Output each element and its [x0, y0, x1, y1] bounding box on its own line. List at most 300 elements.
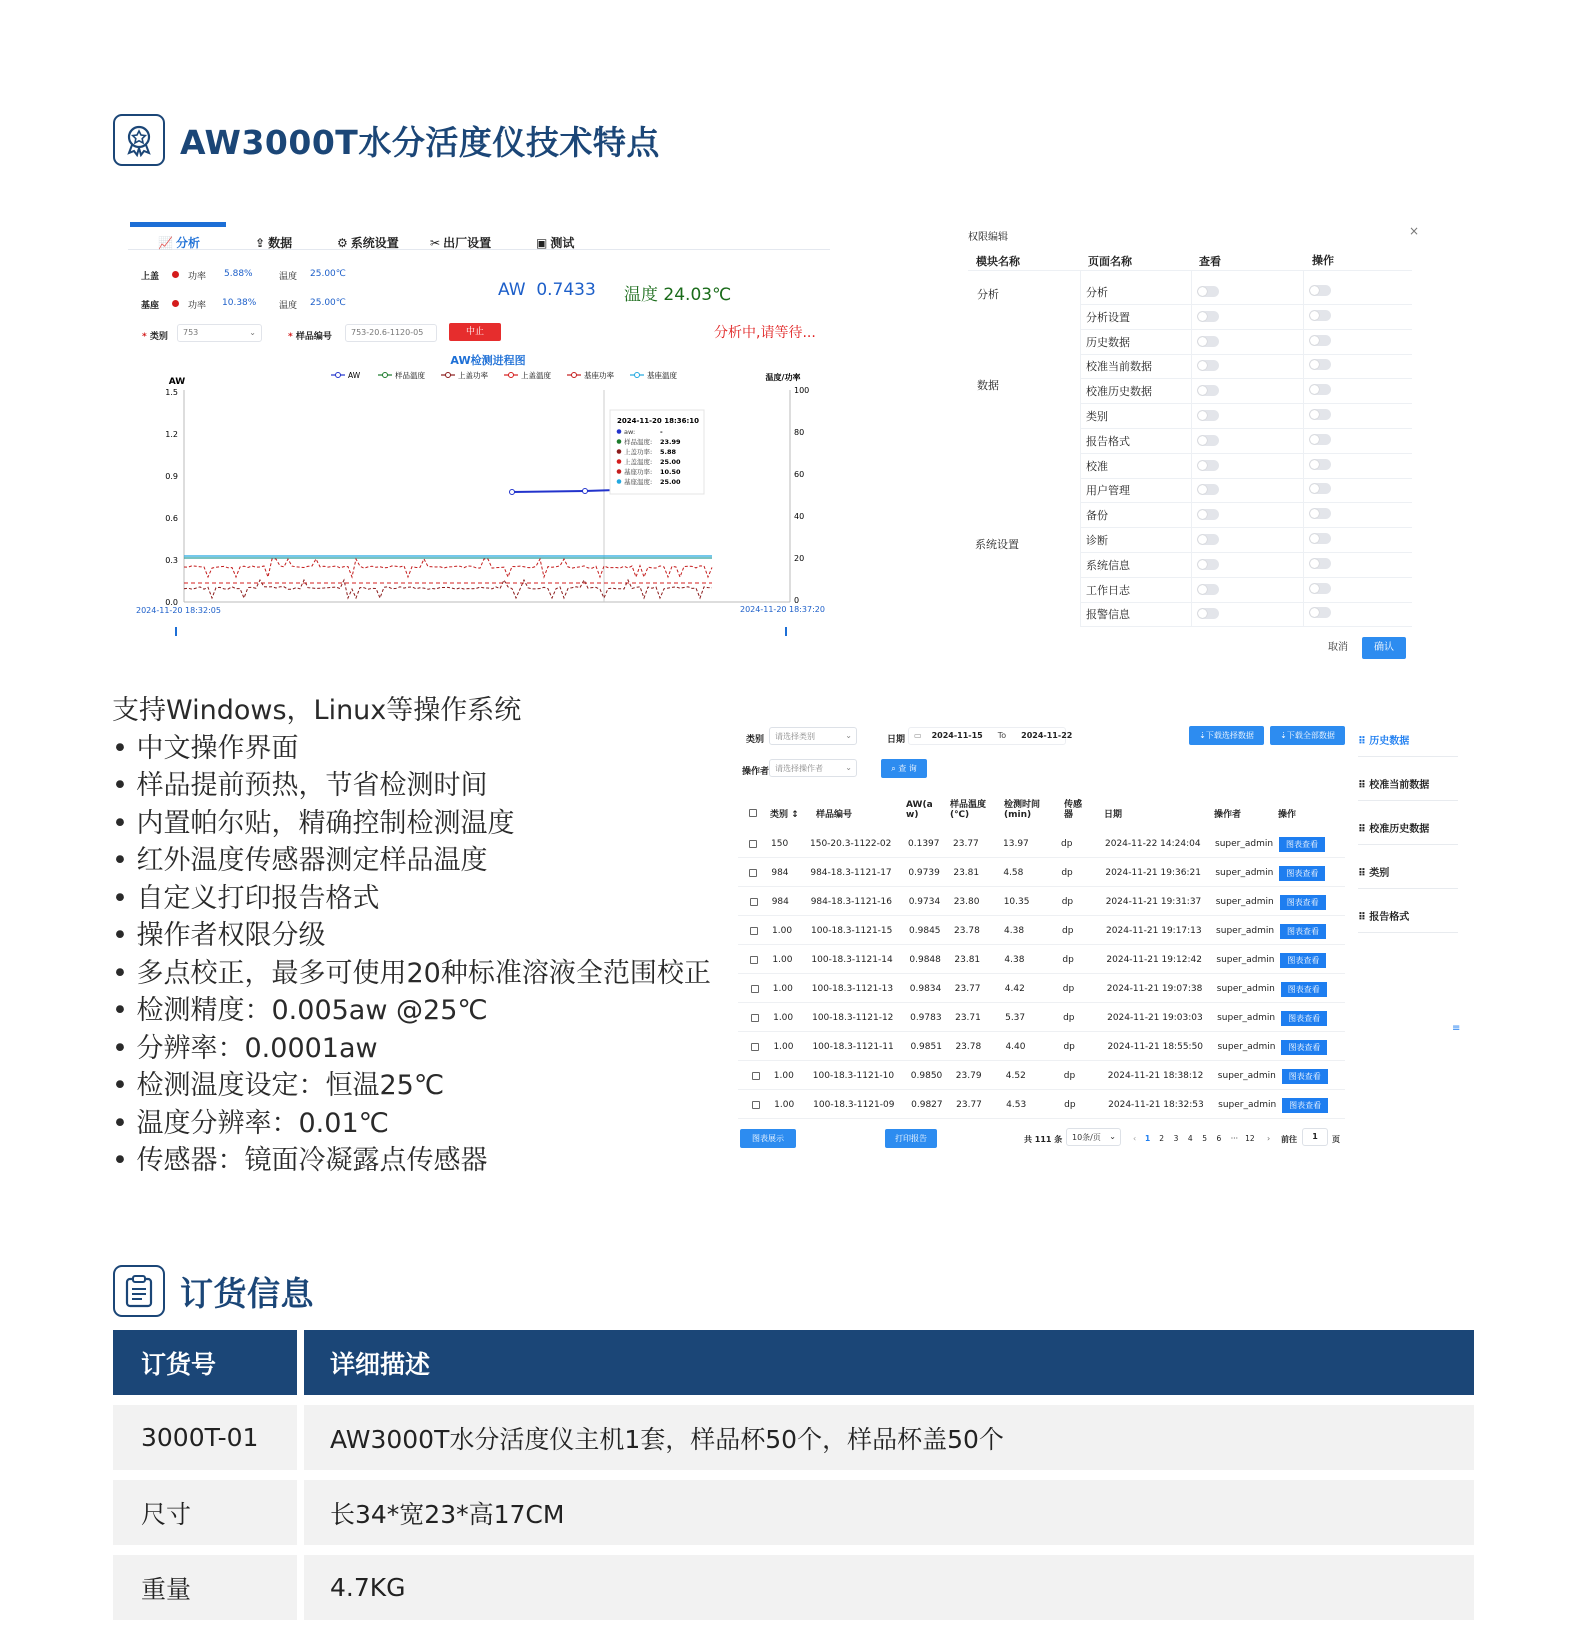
- perm-page-name: 校准: [1086, 459, 1108, 473]
- tooltip-label: 上盖功率:: [624, 448, 653, 456]
- table-cell: 0.9734: [908, 897, 941, 907]
- view-chart-button[interactable]: 图表查看: [1282, 1069, 1328, 1084]
- chevron-down-icon: ⌄: [249, 328, 256, 337]
- base-power-label: 功率: [188, 301, 207, 311]
- dialog-title: 权限编辑: [968, 232, 1008, 243]
- feature-item: • 自定义打印报告格式: [112, 882, 380, 914]
- feature-item: • 红外温度传感器测定样品温度: [112, 845, 488, 876]
- view-toggle[interactable]: [1197, 435, 1219, 446]
- table-cell: 23.78: [955, 1042, 982, 1052]
- table-cell: 23.78: [954, 926, 980, 936]
- row-divider: [1080, 478, 1412, 479]
- perm-page-name: 校准当前数据: [1086, 360, 1152, 374]
- th-date: 日期: [1104, 810, 1123, 820]
- legend-marker: [336, 373, 341, 378]
- tooltip-value: 5.88: [660, 448, 677, 456]
- view-toggle[interactable]: [1197, 410, 1219, 421]
- col-page-header: 页面名称: [1088, 255, 1132, 268]
- chart-show-button[interactable]: 图表展示: [740, 1129, 796, 1148]
- action-toggle[interactable]: [1309, 409, 1331, 420]
- feature-item: • 操作者权限分级: [112, 920, 326, 951]
- view-toggle[interactable]: [1197, 311, 1219, 322]
- table-cell: 4.38: [1004, 926, 1025, 936]
- row-divider: [738, 973, 1345, 974]
- table-cell: 13.97: [1003, 839, 1029, 849]
- tooltip-dot: [617, 449, 622, 454]
- table-cell: 4.52: [1005, 1071, 1026, 1081]
- order-col-desc: 详细描述: [304, 1330, 1474, 1395]
- base-temp-label: 温度: [279, 301, 298, 311]
- chevron-down-icon: ⌄: [845, 731, 852, 740]
- table-cell: 0.9850: [910, 1071, 943, 1081]
- table-cell: 100-18.3-1121-14: [811, 955, 893, 965]
- column-divider: [1191, 270, 1192, 626]
- table-cell: super_admin: [1215, 897, 1274, 907]
- table-cell: 0.9827: [911, 1100, 943, 1110]
- table-cell: super_admin: [1217, 1042, 1276, 1052]
- table-cell: 2024-11-21 18:38:12: [1107, 1071, 1204, 1081]
- table-cell: 1.00: [774, 1100, 795, 1110]
- module-data: 数据: [977, 379, 999, 392]
- row-checkbox[interactable]: [750, 898, 758, 906]
- page-number[interactable]: 5: [1202, 1134, 1207, 1143]
- order-col-id: 订货号: [113, 1330, 297, 1395]
- row-divider: [738, 1060, 1345, 1061]
- view-chart-button[interactable]: 图表查看: [1279, 837, 1325, 852]
- calendar-icon: ▭: [914, 731, 922, 740]
- page-number[interactable]: 1: [1145, 1134, 1151, 1143]
- view-chart-button[interactable]: 图表查看: [1281, 1040, 1327, 1055]
- action-toggle[interactable]: [1309, 607, 1331, 618]
- view-toggle[interactable]: [1197, 584, 1219, 595]
- table-cell: 4.40: [1005, 1042, 1026, 1052]
- y-left-axis-label: AW: [168, 377, 186, 387]
- row-checkbox[interactable]: [751, 1043, 759, 1051]
- table-cell: 23.71: [955, 1013, 981, 1023]
- row-checkbox[interactable]: [751, 985, 759, 993]
- section-title-order: [113, 1265, 314, 1317]
- action-toggle[interactable]: [1309, 335, 1331, 346]
- table-cell: 150-20.3-1122-02: [810, 839, 892, 849]
- view-chart-button[interactable]: 图表查看: [1282, 1098, 1328, 1113]
- row-divider: [738, 1002, 1345, 1003]
- temp-readout: 温度 24.03℃: [624, 285, 732, 305]
- aw-point: [510, 490, 515, 495]
- order-row: [113, 1480, 1474, 1545]
- page-number[interactable]: 4: [1187, 1134, 1193, 1143]
- slider-right-handle: [785, 627, 787, 636]
- row-divider: [1080, 403, 1412, 404]
- download-selected-button[interactable]: ⇣下载选择数据: [1189, 726, 1264, 745]
- grid-icon: ⠿: [1358, 780, 1370, 791]
- module-system: 系统设置: [975, 538, 1019, 551]
- y-right-tick: 80: [794, 428, 805, 437]
- side-menu-item[interactable]: ⠿ 校准当前数据: [1358, 780, 1430, 791]
- award-badge-icon: [113, 114, 165, 166]
- column-divider: [1303, 270, 1304, 626]
- row-divider: [1080, 602, 1412, 603]
- table-cell: 10.35: [1003, 897, 1030, 907]
- legend-item: 上盖温度: [521, 371, 551, 380]
- legend-item: AW: [348, 371, 361, 380]
- table-cell: 1.00: [772, 926, 793, 936]
- action-toggle[interactable]: [1309, 508, 1331, 519]
- tooltip-dot: [617, 459, 622, 464]
- action-toggle[interactable]: [1309, 483, 1331, 494]
- section-title-features: [113, 114, 660, 166]
- legend-marker: [509, 373, 514, 378]
- table-cell: 23.81: [953, 868, 980, 878]
- y-right-tick: 20: [794, 554, 805, 563]
- legend-marker: [446, 373, 451, 378]
- y-left-tick: 0.9: [165, 472, 178, 481]
- top-power-label: 功率: [188, 272, 207, 282]
- action-toggle[interactable]: [1309, 434, 1331, 445]
- perm-page-name: 分析: [1086, 286, 1108, 299]
- th-sensor: 传感 器: [1064, 800, 1083, 820]
- table-cell: dp: [1063, 1071, 1076, 1081]
- tab-system-settings[interactable]: ⚙ 系统设置: [337, 235, 399, 250]
- upload-icon: ⇪: [255, 235, 266, 250]
- page-number[interactable]: ···: [1230, 1134, 1238, 1143]
- view-chart-button[interactable]: 图表查看: [1280, 895, 1326, 910]
- tooltip-label: 样品温度:: [624, 438, 653, 446]
- table-cell: 1.00: [773, 1042, 794, 1052]
- tab-analysis[interactable]: 📈 分析: [158, 235, 200, 250]
- row-divider: [1080, 378, 1412, 379]
- view-toggle[interactable]: [1197, 286, 1219, 297]
- view-toggle[interactable]: [1197, 608, 1219, 619]
- table-cell: 5.37: [1005, 1013, 1026, 1023]
- operator-select[interactable]: 请选择操作者 ⌄: [769, 759, 857, 777]
- tooltip-value: 25.00: [660, 478, 681, 486]
- action-toggle[interactable]: [1309, 285, 1331, 296]
- table-cell: 100-18.3-1121-09: [813, 1100, 895, 1110]
- view-chart-button[interactable]: 图表查看: [1281, 1011, 1327, 1026]
- tab-factory-settings[interactable]: ✂ 出厂设置: [430, 235, 492, 250]
- y-right-tick: 40: [794, 512, 805, 521]
- table-cell: 150: [771, 839, 789, 849]
- date-range-picker[interactable]: ▭ 2024-11-15 To 2024-11-22: [908, 727, 1066, 745]
- top-status-dot: [172, 271, 179, 278]
- chart-title: AW检测进程图: [450, 354, 526, 367]
- base-label: 基座: [141, 301, 160, 311]
- aw-series: [512, 490, 616, 492]
- legend-item: 上盖功率: [458, 371, 488, 380]
- table-cell: 23.81: [954, 955, 981, 965]
- table-cell: super_admin: [1218, 1100, 1277, 1110]
- cancel-button[interactable]: 取消: [1328, 642, 1348, 653]
- th-operator: 操作者: [1214, 810, 1242, 820]
- download-all-button[interactable]: ⇣下载全部数据: [1270, 726, 1345, 745]
- table-cell: 1.00: [773, 1013, 794, 1023]
- page-number[interactable]: 12: [1245, 1134, 1255, 1143]
- row-checkbox[interactable]: [752, 1101, 760, 1109]
- view-toggle[interactable]: [1197, 385, 1219, 396]
- filter-operator-label: 操作者: [742, 767, 770, 777]
- view-toggle[interactable]: [1197, 509, 1219, 520]
- perm-page-name: 诊断: [1086, 534, 1108, 547]
- action-toggle[interactable]: [1309, 310, 1331, 321]
- row-divider: [1080, 502, 1412, 503]
- sample-id-label: * 样品编号: [288, 332, 332, 342]
- perm-page-name: 工作日志: [1086, 583, 1130, 597]
- row-checkbox[interactable]: [752, 1072, 760, 1080]
- menu-divider: [1358, 800, 1458, 801]
- row-divider: [1080, 428, 1412, 429]
- table-cell: 2024-11-22 14:24:04: [1105, 839, 1201, 849]
- select-all-checkbox[interactable]: [749, 809, 757, 817]
- table-cell: dp: [1062, 984, 1075, 994]
- table-cell: 4.53: [1006, 1100, 1027, 1110]
- query-button[interactable]: ⌕ 查 询: [881, 759, 927, 778]
- perm-page-name: 校准历史数据: [1086, 385, 1152, 399]
- action-toggle[interactable]: [1309, 533, 1331, 544]
- print-report-button[interactable]: 打印报告: [885, 1129, 937, 1148]
- view-chart-button[interactable]: 图表查看: [1281, 982, 1327, 997]
- close-icon[interactable]: ×: [1409, 224, 1420, 238]
- order-cell-key: 重量: [113, 1555, 297, 1620]
- table-cell: 0.9739: [908, 868, 940, 878]
- row-checkbox[interactable]: [749, 869, 757, 877]
- aw-progress-chart: [128, 350, 830, 654]
- legend-marker: [635, 373, 640, 378]
- order-cell-value: AW3000T水分活度仪主机1套，样品杯50个，样品杯盖50个: [304, 1405, 1474, 1470]
- table-cell: 4.42: [1004, 984, 1025, 994]
- next-page-icon[interactable]: ›: [1267, 1134, 1271, 1143]
- side-menu-item[interactable]: ⠿ 类别: [1358, 868, 1390, 879]
- th-category[interactable]: 类别 ↕: [770, 810, 799, 820]
- table-cell: 2024-11-21 19:17:13: [1106, 926, 1202, 936]
- grid-icon: ⠿: [1358, 912, 1370, 923]
- goto-page-input[interactable]: 1: [1302, 1128, 1328, 1146]
- chart-icon: 📈: [158, 235, 173, 250]
- order-cell-value: 4.7KG: [304, 1555, 1474, 1620]
- menu-toggle-icon[interactable]: ≡: [1452, 1023, 1461, 1034]
- table-cell: dp: [1061, 839, 1073, 849]
- permission-dialog: [956, 222, 1424, 670]
- top-temp-label: 温度: [279, 272, 298, 282]
- th-test-time: 检测时间 (min): [1004, 800, 1041, 820]
- table-cell: 23.77: [954, 984, 981, 994]
- perm-page-name: 类别: [1086, 410, 1108, 423]
- feature-item: 支持Windows，Linux等操作系统: [112, 695, 522, 726]
- table-cell: 2024-11-21 18:32:53: [1108, 1100, 1204, 1110]
- table-cell: dp: [1063, 1013, 1075, 1023]
- menu-divider: [1358, 844, 1458, 845]
- grid-icon: ⠿: [1358, 868, 1370, 879]
- table-cell: 984-18.3-1121-17: [810, 868, 892, 878]
- table-cell: 1.00: [773, 1071, 794, 1081]
- order-row: [113, 1405, 1474, 1470]
- th-aw: AW(a w): [906, 800, 933, 820]
- action-toggle[interactable]: [1309, 459, 1331, 470]
- table-cell: 0.9848: [909, 955, 941, 965]
- sample-id-input[interactable]: 753-20.6-1120-05: [345, 324, 437, 342]
- tooltip-label: 上盖温度:: [624, 458, 653, 466]
- table-cell: 4.58: [1003, 868, 1024, 878]
- view-chart-button[interactable]: 图表查看: [1280, 924, 1326, 939]
- feature-item: • 分辨率：0.0001aw: [112, 1032, 378, 1064]
- table-cell: dp: [1062, 926, 1074, 936]
- view-toggle[interactable]: [1197, 360, 1219, 371]
- side-menu-item[interactable]: ⠿ 历史数据: [1358, 736, 1410, 747]
- confirm-button[interactable]: 确认: [1362, 637, 1406, 659]
- order-cell-value: 长34*宽23*高17CM: [304, 1480, 1474, 1545]
- row-divider: [1080, 626, 1412, 627]
- y-left-tick: 0.3: [165, 556, 178, 565]
- table-cell: 0.1397: [908, 839, 940, 849]
- perm-page-name: 报警信息: [1086, 608, 1130, 622]
- view-toggle[interactable]: [1197, 559, 1219, 570]
- category-select[interactable]: 请选择类别 ⌄: [769, 727, 857, 745]
- legend-item: 样品温度: [395, 371, 425, 380]
- table-cell: super_admin: [1216, 926, 1275, 936]
- grid-icon: ⠿: [1358, 736, 1370, 747]
- table-cell: 4.38: [1004, 955, 1025, 965]
- row-divider: [1080, 453, 1412, 454]
- table-cell: 984: [771, 868, 789, 878]
- row-checkbox[interactable]: [750, 956, 758, 964]
- y-left-tick: 1.2: [165, 430, 178, 439]
- order-header-row: [113, 1330, 1474, 1395]
- page-number[interactable]: 2: [1159, 1134, 1165, 1143]
- tooltip-label: aw:: [624, 428, 636, 436]
- filter-date-label: 日期: [887, 735, 906, 745]
- analysis-panel: [128, 220, 830, 654]
- stop-button[interactable]: 中止: [449, 323, 501, 341]
- table-cell: dp: [1062, 955, 1074, 965]
- view-toggle[interactable]: [1197, 336, 1219, 347]
- row-divider: [738, 1089, 1345, 1090]
- table-cell: 2024-11-21 19:07:38: [1106, 984, 1203, 994]
- row-divider: [738, 944, 1345, 945]
- clipboard-icon: [113, 1265, 165, 1317]
- row-divider: [1080, 577, 1412, 578]
- feature-item: • 温度分辨率：0.01℃: [112, 1107, 389, 1139]
- x-end-label: 2024-11-20 18:37:20: [740, 605, 825, 614]
- menu-divider: [1358, 756, 1458, 757]
- page-number[interactable]: 6: [1216, 1134, 1222, 1143]
- page-unit-label: 页: [1332, 1135, 1340, 1144]
- view-toggle[interactable]: [1197, 460, 1219, 471]
- order-cell-key: 尺寸: [113, 1480, 297, 1545]
- page-title: AW3000T水分活度仪技术特点: [180, 122, 660, 162]
- table-cell: 2024-11-21 19:31:37: [1105, 897, 1202, 907]
- table-cell: 2024-11-21 19:12:42: [1106, 955, 1202, 965]
- view-chart-button[interactable]: 图表查看: [1279, 866, 1325, 881]
- tooltip-dot: [617, 439, 622, 444]
- page-number[interactable]: 3: [1173, 1134, 1179, 1143]
- tab-data[interactable]: ⇪ 数据: [255, 235, 293, 250]
- th-action: 操作: [1278, 810, 1297, 820]
- slider-left-handle: [175, 627, 177, 636]
- category-label: * 类别: [142, 332, 168, 342]
- tab-test[interactable]: ▣ 测试: [536, 235, 575, 250]
- view-toggle[interactable]: [1197, 534, 1219, 545]
- base-power-value: 10.38%: [222, 298, 257, 308]
- page-size-select[interactable]: 10条/页 ⌄: [1066, 1128, 1121, 1146]
- tooltip-time: 2024-11-20 18:36:10: [617, 417, 700, 425]
- y-right-axis-label: 温度/功率: [765, 373, 801, 382]
- row-divider: [1080, 354, 1412, 355]
- feature-item: • 多点校正，最多可使用20种标准溶液全范围校正: [112, 957, 711, 989]
- perm-page-name: 用户管理: [1086, 484, 1130, 498]
- top-temp-value: 25.00℃: [310, 269, 346, 279]
- perm-page-name: 备份: [1086, 509, 1108, 523]
- tooltip-dot: [617, 479, 622, 484]
- menu-divider: [1358, 888, 1458, 889]
- chevron-down-icon: ⌄: [1109, 1132, 1116, 1141]
- grid-icon: ⠿: [1358, 824, 1370, 835]
- table-cell: super_admin: [1215, 868, 1274, 878]
- table-cell: 100-18.3-1121-15: [811, 926, 893, 936]
- feature-item: • 传感器：镜面冷凝露点传感器: [112, 1145, 488, 1176]
- view-toggle[interactable]: [1197, 484, 1219, 495]
- category-select[interactable]: 753 ⌄: [177, 324, 262, 342]
- order-row: [113, 1555, 1474, 1620]
- test-icon: ▣: [536, 235, 548, 250]
- table-cell: 1.00: [772, 955, 793, 965]
- table-cell: 0.9783: [910, 1013, 942, 1023]
- table-cell: 2024-11-21 18:55:50: [1107, 1042, 1204, 1052]
- feature-list: [112, 692, 711, 1180]
- row-divider: [1080, 304, 1412, 305]
- row-divider: [738, 1031, 1345, 1032]
- action-toggle[interactable]: [1309, 558, 1331, 569]
- row-divider: [738, 857, 1345, 858]
- aw-readout: AW 0.7433: [498, 280, 596, 300]
- base-temp-value: 25.00℃: [310, 298, 346, 308]
- action-toggle[interactable]: [1309, 583, 1331, 594]
- side-menu-item[interactable]: ⠿ 报告格式: [1358, 912, 1410, 923]
- tooltip-value: 25.00: [660, 458, 681, 466]
- th-sample-temp: 样品温度 (℃): [950, 800, 987, 820]
- filter-category-label: 类别: [746, 735, 765, 745]
- side-menu-item[interactable]: ⠿ 校准历史数据: [1358, 824, 1430, 835]
- perm-page-name: 历史数据: [1086, 335, 1130, 349]
- base-status-dot: [172, 300, 179, 307]
- legend-item: 基座功率: [584, 371, 614, 380]
- row-checkbox[interactable]: [749, 840, 757, 848]
- perm-page-name: 报告格式: [1086, 434, 1130, 448]
- action-toggle[interactable]: [1309, 384, 1331, 395]
- tooltip-label: 基座功率:: [624, 468, 653, 476]
- col-view-header: 查看: [1199, 255, 1221, 268]
- table-cell: dp: [1061, 897, 1074, 907]
- menu-divider: [1358, 932, 1458, 933]
- row-checkbox[interactable]: [750, 927, 758, 935]
- prev-page-icon[interactable]: ‹: [1133, 1134, 1137, 1143]
- active-tab-indicator: [130, 222, 226, 227]
- y-right-tick: 100: [794, 386, 810, 395]
- aw-point: [583, 489, 588, 494]
- feature-item: • 中文操作界面: [112, 732, 299, 764]
- y-left-tick: 0.6: [165, 514, 178, 523]
- feature-item: • 检测精度：0.005aw @25℃: [112, 995, 488, 1026]
- chevron-down-icon: ⌄: [845, 763, 852, 772]
- legend-marker: [383, 373, 388, 378]
- table-cell: 0.9851: [910, 1042, 942, 1052]
- view-chart-button[interactable]: 图表查看: [1280, 953, 1326, 968]
- y-left-tick: 1.5: [165, 388, 178, 397]
- table-cell: super_admin: [1215, 839, 1274, 849]
- row-divider: [738, 1118, 1345, 1119]
- row-divider: [1080, 527, 1412, 528]
- row-checkbox[interactable]: [751, 1014, 759, 1022]
- table-cell: 2024-11-21 19:36:21: [1105, 868, 1201, 878]
- action-toggle[interactable]: [1309, 359, 1331, 370]
